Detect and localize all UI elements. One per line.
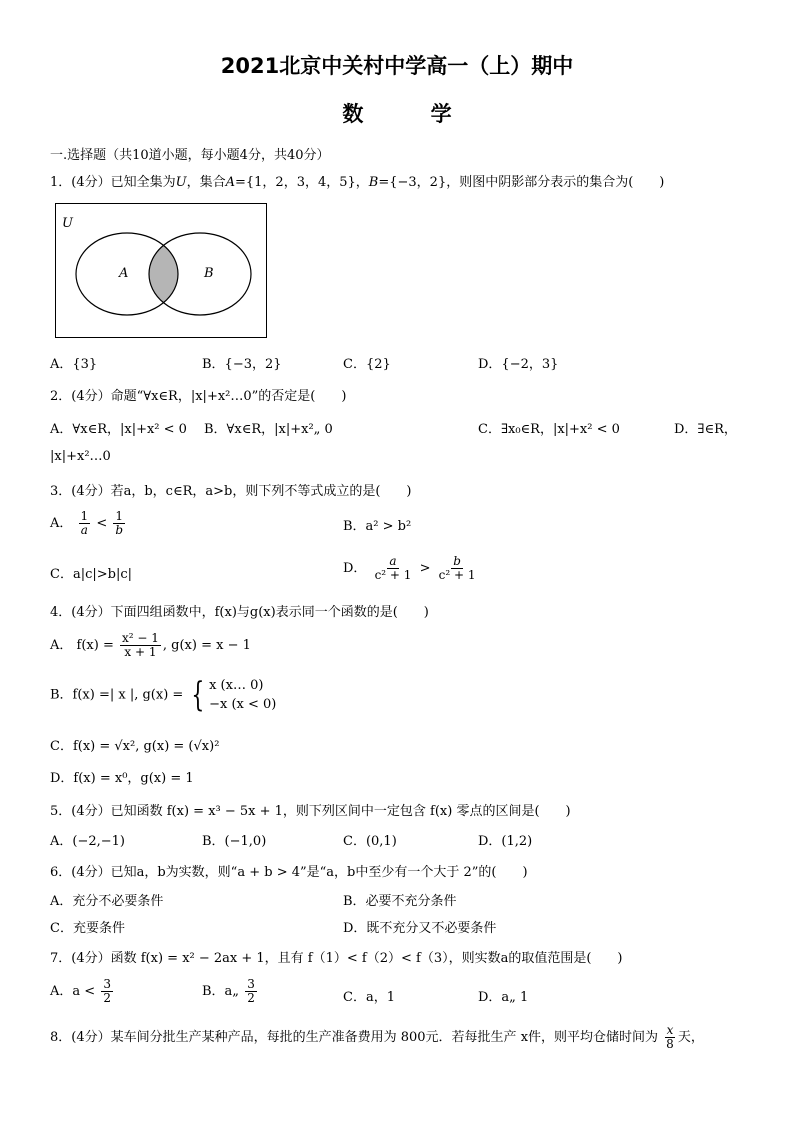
q1-option-c: C．{2} xyxy=(343,357,391,372)
q3-option-d: D． $\frac{a}{\text{c² + 1}}$ > $\frac{b}{\text{c² + 1}}$ xyxy=(343,554,476,582)
q3-option-a: A． $\frac{1}{a}$ < $\frac{1}{b}$ xyxy=(50,509,124,537)
q6-option-b: B．必要不充分条件 xyxy=(343,894,457,909)
question-5-stem: 5．(4分）已知函数 f(x) = x³ − 5x + 1，则下列区间中一定包含 f(x) 零点的区间是( ) xyxy=(50,804,571,819)
question-2-stem: 2．(4分）命题“∀x∈R，|x|+x²…0”的否定是( ) xyxy=(50,389,347,404)
q6-option-c: C．充要条件 xyxy=(50,921,125,936)
question-1-stem: 1．(4分）已知全集为U，集合A={1，2，3，4，5}，B={−3，2}，则图中阴影部分表示的集合为( ) xyxy=(50,175,665,190)
q1-option-b: B．{−3，2} xyxy=(202,357,282,372)
q4-option-b: B．f(x) =| x |, g(x) = { x (x… 0) −x (x < 0) xyxy=(50,675,277,715)
q2-option-b: B．∀x∈R，|x|+x²„ 0 xyxy=(204,422,333,437)
question-3-stem: 3．(4分）若a，b，c∈R，a>b，则下列不等式成立的是( ) xyxy=(50,484,412,499)
page-title: 2021北京中关村中学高一（上）期中 xyxy=(220,54,574,78)
question-7-stem: 7．(4分）函数 f(x) = x² − 2ax + 1，且有 f（1）< f（2）< f（3），则实数a的取值范围是( ) xyxy=(50,951,623,966)
q7-option-d: D．a„ 1 xyxy=(478,990,529,1005)
q5-option-d: D．(1,2) xyxy=(478,834,533,849)
q4-option-c: C．f(x) = √x², g(x) = (√x)² xyxy=(50,739,220,754)
venn-label-b: B xyxy=(204,266,214,281)
q6-option-a: A．充分不必要条件 xyxy=(50,894,164,909)
section-heading: 一.选择题（共10道小题，每小题4分，共40分） xyxy=(50,148,330,163)
q3-option-b: B．a² > b² xyxy=(343,519,412,534)
subject-heading: 数 学 xyxy=(342,102,482,126)
question-8-stem: 8．(4分）某车间分批生产某种产品，每批的生产准备费用为 800元．若每批生产 x件，则平均仓储时间为 $\frac{x}{8}$ 天， xyxy=(50,1023,704,1051)
q4-option-d: D．f(x) = x⁰，g(x) = 1 xyxy=(50,771,194,786)
q1-option-d: D．{−2，3} xyxy=(478,357,559,372)
q2-option-c: C．∃x₀∈R，|x|+x² < 0 xyxy=(478,422,620,437)
q2-option-a: A．∀x∈R，|x|+x² < 0 xyxy=(50,422,187,437)
q5-option-c: C．(0,1) xyxy=(343,834,397,849)
q2-option-d-cont: |x|+x²…0 xyxy=(50,449,111,464)
q6-option-d: D．既不充分又不必要条件 xyxy=(343,921,497,936)
venn-label-a: A xyxy=(119,266,129,281)
q5-option-a: A．(−2,−1) xyxy=(50,834,125,849)
q1-option-a: A．{3} xyxy=(50,357,98,372)
q2-option-d: D．∃∈R， xyxy=(674,422,737,437)
q7-option-b: B．a„ $\frac{3}{2}$ xyxy=(202,977,255,1005)
q4-option-a: A． f(x) = $\frac{\text{x² − 1}}{x + 1}$ , g(x) = x − 1 xyxy=(50,631,251,659)
venn-label-u: U xyxy=(62,216,73,231)
q3-option-c: C．a|c|>b|c| xyxy=(50,567,132,582)
question-4-stem: 4．(4分）下面四组函数中，f(x)与g(x)表示同一个函数的是( ) xyxy=(50,605,429,620)
q7-option-a: A．a < $\frac{3}{2}$ xyxy=(50,977,111,1005)
venn-diagram xyxy=(55,203,267,338)
q5-option-b: B．(−1,0) xyxy=(202,834,267,849)
q7-option-c: C．a，1 xyxy=(343,990,395,1005)
question-6-stem: 6．(4分）已知a，b为实数，则“a + b > 4”是“a，b中至少有一个大于 2”的( ) xyxy=(50,865,528,880)
